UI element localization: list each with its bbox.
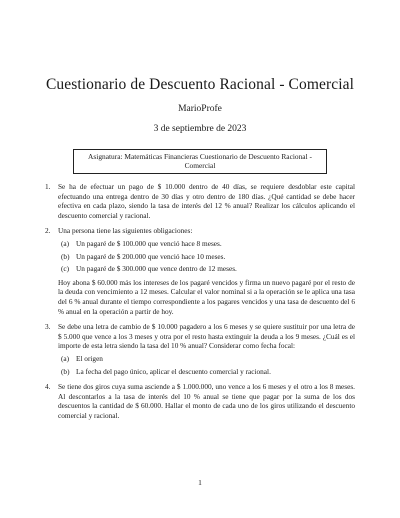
question-text: Se ha de efectuar un pago de $ 10.000 dentro de 40 días, se requiere desdoblar este capital efectuando una entrega dentro de 30 días y otro dentro de 180 días. ¿Qué cantidad se debe hacer efectiva en cada plazo, siendo la tasa de interés del 12 % anual? Realizar los cálculos aplicando el descuento comercial y racional. (58, 182, 355, 220)
option-text: Un pagaré de $ 200.000 que venció hace 10 meses. (76, 251, 226, 261)
question-item (45, 226, 355, 316)
question-number: 3. (45, 322, 51, 332)
question-text: Una persona tiene las siguientes obligaciones: (58, 226, 193, 236)
question-item (45, 382, 355, 420)
option-item (58, 252, 355, 262)
question-number: 2. (45, 226, 51, 236)
document-title: Cuestionario de Descuento Racional - Comercial (45, 76, 355, 93)
option-text: La fecha del pago único, aplicar el descuento comercial y racional. (76, 366, 271, 376)
option-label: (c) (61, 264, 70, 274)
option-item (58, 354, 355, 364)
option-item (58, 239, 355, 249)
option-item (58, 264, 355, 274)
question-number: 4. (45, 382, 51, 392)
question-list (45, 182, 355, 426)
option-label: (a) (61, 353, 70, 363)
option-label: (b) (61, 366, 70, 376)
option-label: (b) (61, 251, 70, 261)
page-number: 1 (198, 478, 202, 487)
question-item (45, 322, 355, 376)
option-label: (a) (61, 238, 70, 248)
question-number: 1. (45, 182, 51, 191)
document-date: 3 de septiembre de 2023 (153, 124, 247, 134)
option-text: Un pagaré de $ 100.000 que venció hace 8 meses. (76, 238, 222, 248)
question-item (45, 182, 355, 220)
option-item (58, 367, 355, 377)
option-text: El origen (76, 353, 103, 363)
subject-box: Asignatura: Matemáticas Financieras Cuestionario de Descuento Racional - Comercial (73, 149, 327, 174)
document-author: MarioProfe (178, 104, 222, 114)
question-followup: Hoy abona $ 60.000 más los intereses de los pagaré vencidos y firma un nuevo pagaré por el resto de la deuda con vencimiento a 12 meses. Calcular el valor nominal si a la operación se le aplica una tasa del 6 % anual durante el tiempo correspondiente a los pagares vencidos y una tasa de descuento del 6 % anual en la operación a partir de hoy. (58, 277, 355, 316)
question-text: Se tiene dos giros cuya suma asciende a $ 1.000.000, uno vence a los 6 meses y el otro a los 8 meses. Al descontarlos a la tasa de interés del 10 % anual se tiene que pagar por la suma de los dos descuentos la cantidad de $ 60.000. Hallar el monto de cada uno de los giros utilizando el descuento comercial y racional. (58, 382, 355, 420)
question-text: Se debe una letra de cambio de $ 10.000 pagadero a los 6 meses y se quiere sustituir por una letra de $ 5.000 que vence a los 3 meses y otra por el resto hasta extinguir la deuda a los 9 meses. ¿Cuál es el importe de esta letra siendo la tasa del 10 % anual? Considerar como fecha focal: (58, 322, 355, 351)
option-text: Un pagaré de $ 300.000 que vence dentro de 12 meses. (76, 264, 237, 274)
